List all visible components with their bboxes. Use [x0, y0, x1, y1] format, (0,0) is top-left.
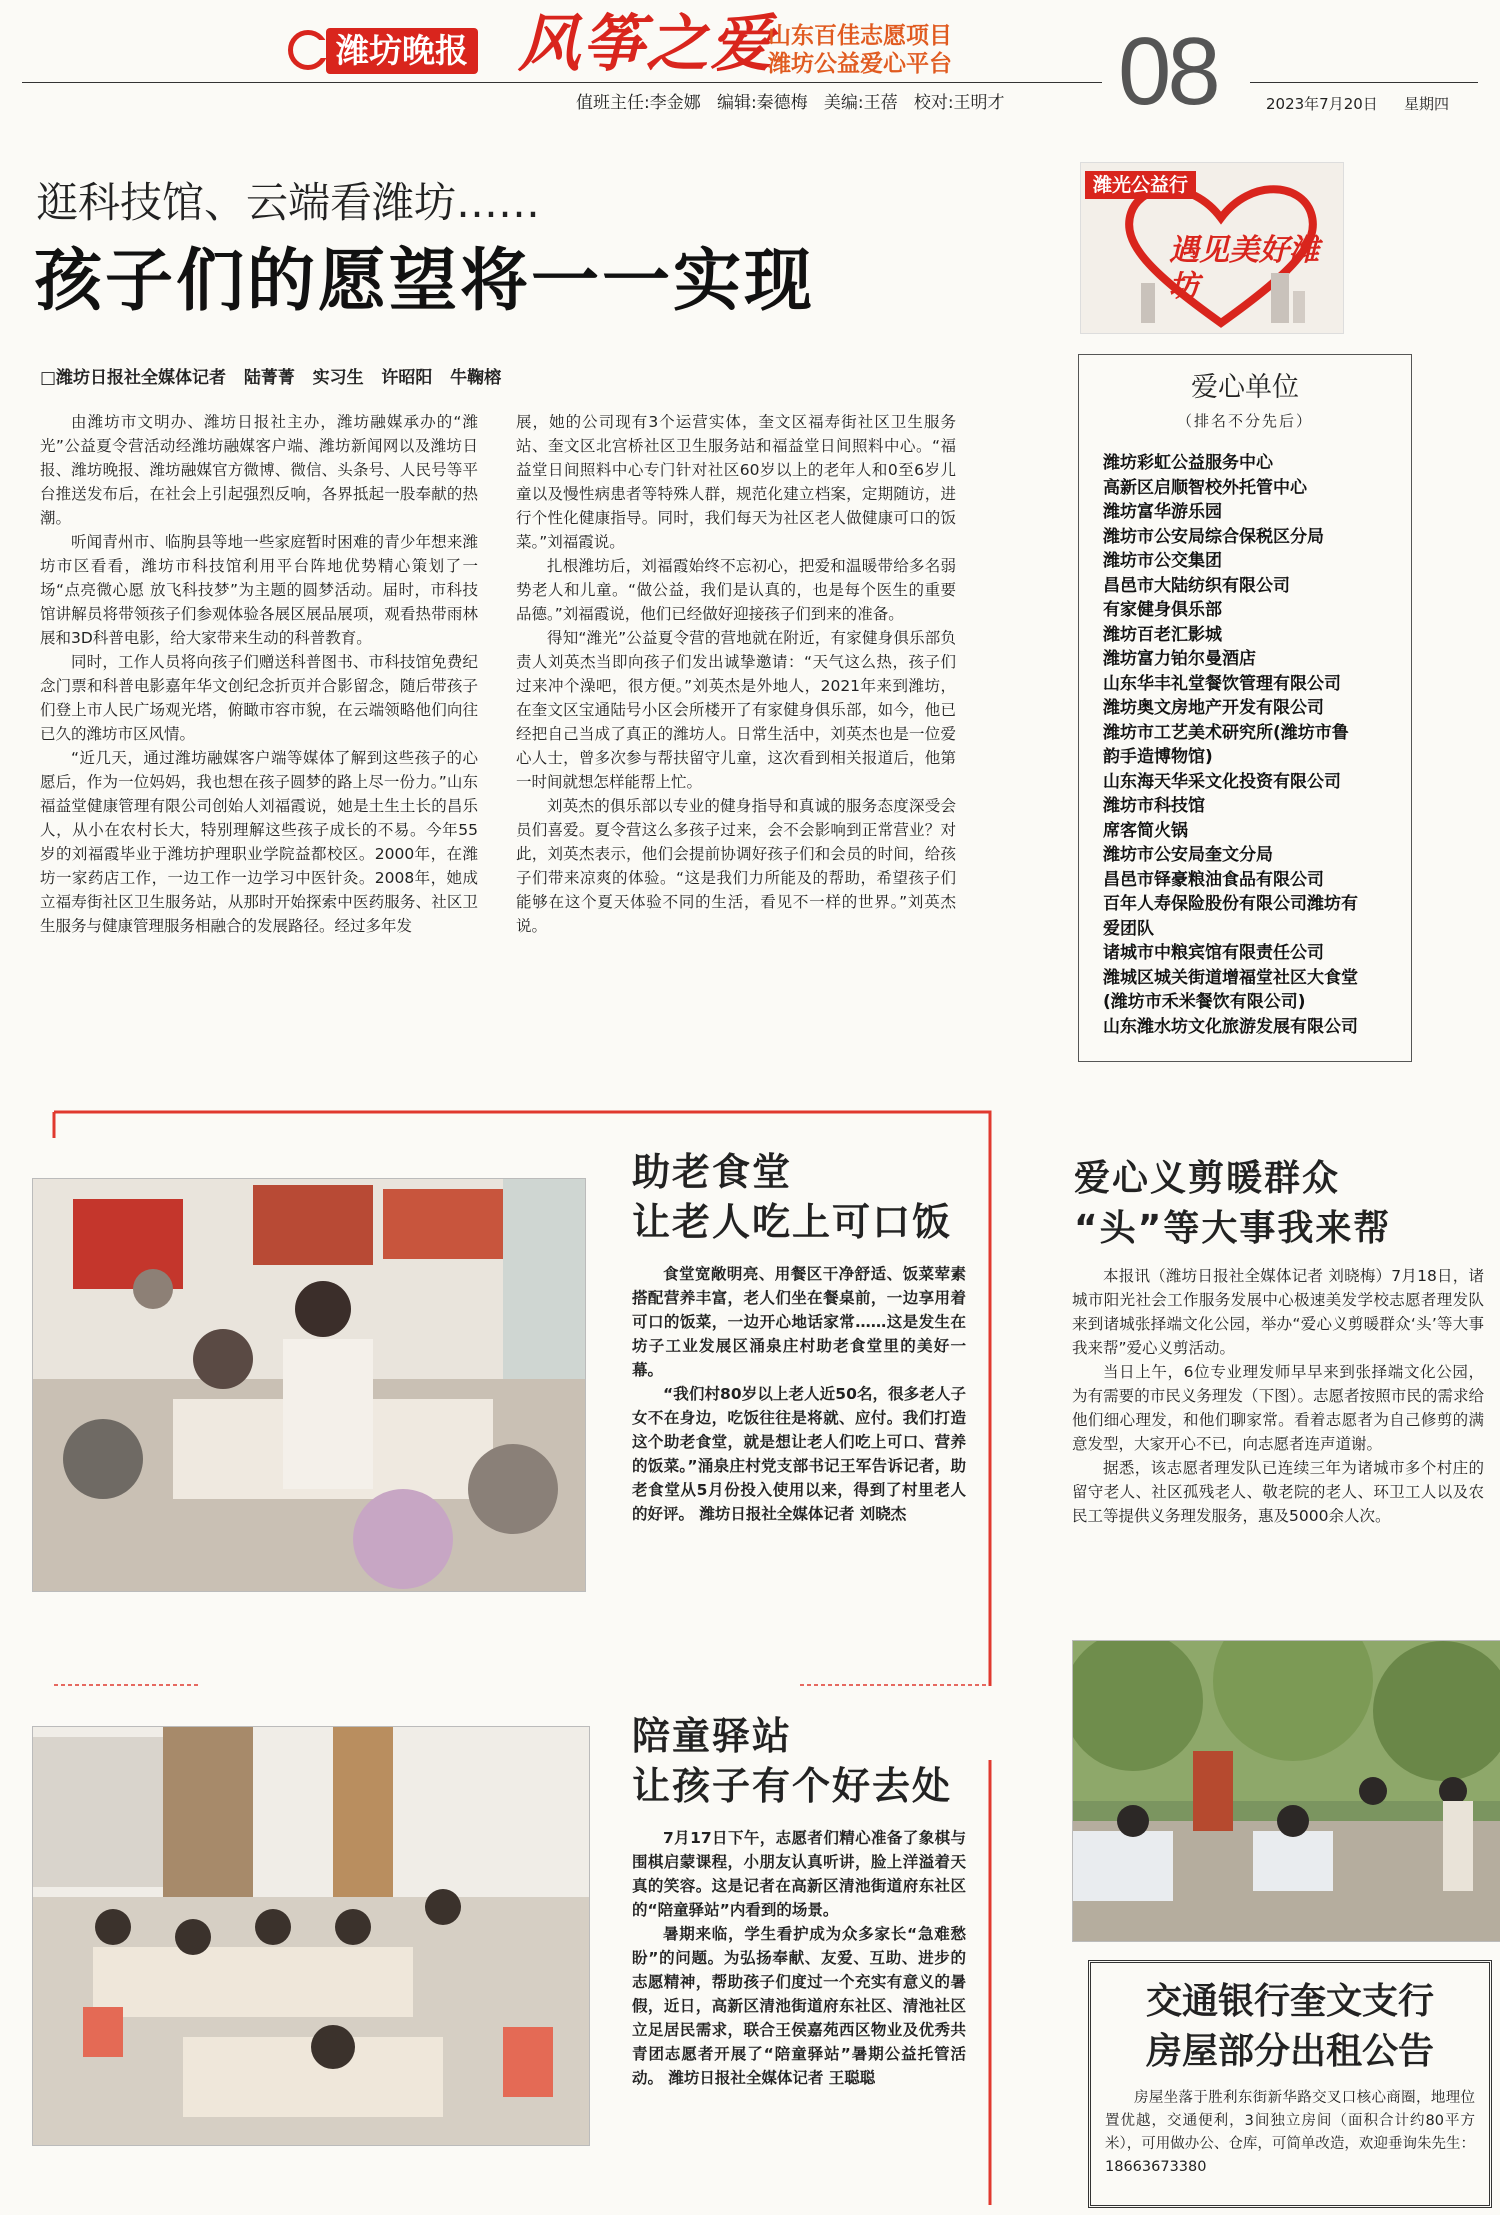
kids-article [632, 1826, 966, 2090]
project-line-2: 潍坊公益爱心平台 [768, 51, 952, 77]
weekday: 星期四 [1404, 95, 1450, 113]
donor-box-title: 爱心单位 [1191, 372, 1299, 403]
main-paragraph: 展，她的公司现有3个运营实体，奎文区福寿街社区卫生服务站、奎文区北宫桥社区卫生服务站和福益堂日间照料中心。“福益堂日间照料中心专门针对社区60岁以上的老年人和0至6岁儿童以及慢性病患者等特殊人群，规范化建立档案，定期随访，进行个性化健康指导。同时，我们每天为社区老人做健康可口的饭菜。”刘福霞说。 [516, 413, 956, 551]
haircut-photo [1072, 1640, 1500, 1942]
list-item: 诸城市中粮宾馆有限责任公司 [1103, 943, 1324, 963]
main-byline: □潍坊日报社全媒体记者 陆菁菁 实习生 许昭阳 牛鞠榕 [40, 368, 502, 388]
page-number: 08 [1118, 18, 1217, 125]
kids-photo [32, 1726, 590, 2146]
list-item: 昌邑市铎豪粮油食品有限公司 [1103, 869, 1324, 890]
staff-line: 值班主任:李金娜 编辑:秦德梅 美编:王蓓 校对:王明才 [576, 93, 1005, 113]
main-paragraph: 扎根潍坊后，刘福霞始终不忘初心，把爱和温暖带给多名弱势老人和儿童。“做公益，我们是认真的，也是每个医生的重要品德。”刘福霞说，他们已经做好迎接孩子们到来的准备。 [516, 557, 956, 623]
date: 2023年7月20日 [1266, 95, 1378, 113]
canteen-paragraph: 食堂宽敞明亮、用餐区干净舒适、饭菜荤素搭配营养丰富，老人们坐在餐桌前，一边享用着可口的饭菜，一边开心地话家常……这是发生在坊子工业发展区涌泉庄村助老食堂里的美好一幕。 [632, 1265, 966, 1379]
list-item: 有家健身俱乐部 [1103, 600, 1222, 620]
list-item: (潍坊市禾米餐饮有限公司) [1103, 992, 1306, 1012]
haircut-paragraph: 据悉，该志愿者理发队已连续三年为诸城市多个村庄的留守老人、社区孤残老人、敬老院的老人、环卫工人以及农民工等提供义务理发服务，惠及5000余人次。 [1072, 1459, 1484, 1525]
list-item: 昌邑市大陆纺织有限公司 [1103, 575, 1290, 596]
list-item: 潍坊奥文房地产开发有限公司 [1103, 698, 1324, 718]
kids-paragraph: 7月17日下午，志愿者们精心准备了象棋与围棋启蒙课程，小朋友认真听讲，脸上洋溢着天真的笑容。这是记者在高新区清池街道府东社区的“陪童驿站”内看到的场景。 [632, 1829, 966, 1919]
paper-name: 潍坊晚报 [326, 28, 478, 74]
main-kicker: 逛科技馆、云端看潍坊…… [36, 178, 541, 227]
main-paragraph: 得知“潍光”公益夏令营的营地就在附近，有家健身俱乐部负责人刘英杰当即向孩子们发出诚挚邀请：“天气这么热，孩子们过来冲个澡吧，很方便。”刘英杰是外地人，2021年来到潍坊，在奎文区宝通陆号小区会所楼开了有家健身俱乐部，如今，他已经把自己当成了真正的潍坊人。日常生活中，刘英杰也是一位爱心人士，曾多次参与帮扶留守儿童，这次看到相关报道后，他第一时间就想怎样能帮上忙。 [516, 629, 956, 791]
rental-notice [1088, 1960, 1492, 2208]
main-paragraph: 由潍坊市文明办、潍坊日报社主办，潍坊融媒承办的“潍光”公益夏令营活动经潍坊融媒客户端、潍坊新闻网以及潍坊日报、潍坊晚报、潍坊融媒官方微博、微信、头条号、人民号等平台推送发布后，在社会上引起强烈反响，各界抵起一股奉献的热潮。 [40, 413, 478, 527]
haircut-headline-1: 爱心义剪暖群众 [1074, 1158, 1341, 1199]
project-line-1: 山东百佳志愿项目 [768, 23, 952, 49]
list-item: 潍坊彩虹公益服务中心 [1103, 453, 1273, 473]
canteen-photo [32, 1178, 586, 1592]
kids-headline-1: 陪童驿站 [632, 1714, 793, 1758]
list-item: 潍坊市公交集团 [1103, 551, 1222, 571]
main-paragraph: 听闻青州市、临朐县等地一些家庭暂时困难的青少年想来潍坊市区看看，潍坊市科技馆利用平台阵地优势精心策划了一场“点亮微心愿 放飞科技梦”为主题的圆梦活动。届时，市科技馆讲解员将带领孩子们参观体验各展区展品展项，观看热带雨林展和3D科普电影，给大家带来生动的科普教育。 [40, 533, 478, 647]
canteen-headline-1: 助老食堂 [632, 1150, 793, 1194]
list-item: 韵手造博物馆) [1103, 747, 1213, 767]
canteen-headline-2: 让老人吃上可口饭 [632, 1200, 953, 1244]
canteen-paragraph: “我们村80岁以上老人近50名，很多老人子女不在身边，吃饭往往是将就、应付。我们打造这个助老食堂，就是想让老人们吃上可口、营养的饭菜。”涌泉庄村党支部书记王军告诉记者，助老食堂从5月份投入使用以来，得到了村里老人的好评。 潍坊日报社全媒体记者 刘晓杰 [632, 1385, 966, 1523]
list-item: 百年人寿保险股份有限公司潍坊有 [1103, 894, 1358, 914]
list-item: 潍坊百老汇影城 [1103, 624, 1222, 645]
logo-tag: 潍光公益行 [1085, 171, 1196, 199]
list-item: 潍城区城关街道增福堂社区大食堂 [1103, 967, 1358, 988]
canteen-article [632, 1262, 966, 1526]
column-title: 风筝之爱 [518, 7, 775, 80]
notice-title-1: 交通银行奎文支行 [1145, 1981, 1434, 2022]
kids-paragraph: 暑期来临，学生看护成为众多家长“急难愁盼”的问题。为弘扬奉献、友爱、互助、进步的志愿精神，帮助孩子们度过一个充实有意义的暑假，近日，高新区清池街道府东社区、清池社区立足居民需求，联合王侯嘉苑西区物业及优秀共青团志愿者开展了“陪童驿站”暑期公益托管活动。 潍坊日报社全媒体记者 王聪聪 [632, 1925, 966, 2087]
list-item: 潍坊富力铂尔曼酒店 [1103, 649, 1256, 669]
list-item: 潍坊市科技馆 [1103, 796, 1205, 816]
main-paragraph: 刘英杰的俱乐部以专业的健身指导和真诚的服务态度深受会员们喜爱。夏令营这么多孩子过来，会不会影响到正常营业？对此，刘英杰表示，他们会提前协调好孩子们和会员的时间，给孩子们带来凉爽的体验。“这是我们力所能及的帮助，希望孩子们能够在这个夏天体验不同的生活，看见不一样的世界。”刘英杰说。 [516, 797, 956, 935]
list-item: 潍坊富华游乐园 [1103, 502, 1222, 522]
list-item: 山东海天华采文化投资有限公司 [1103, 771, 1341, 792]
main-headline: 孩子们的愿望将一一实现 [34, 242, 816, 321]
list-item: 潍坊市公安局综合保税区分局 [1103, 526, 1324, 547]
logo-text: 遇见美好潍坊 [1169, 233, 1319, 304]
notice-body [1105, 2087, 1475, 2179]
kids-headline-2: 让孩子有个好去处 [632, 1764, 953, 1808]
list-item: 高新区启顺智校外托管中心 [1103, 477, 1307, 498]
list-item: 爱团队 [1103, 918, 1154, 939]
haircut-paragraph: 当日上午，6位专业理发师早早来到张择端文化公园，为有需要的市民义务理发（下图）。志愿者按照市民的需求给他们细心理发，和他们聊家常。看着志愿者为自己修剪的满意发型，大家开心不已，向志愿者连声道谢。 [1072, 1363, 1484, 1453]
list-item: 潍坊市公安局奎文分局 [1103, 845, 1273, 865]
list-item: 山东潍水坊文化旅游发展有限公司 [1103, 1016, 1358, 1037]
donor-box-subtitle: （排名不分先后） [1176, 412, 1313, 430]
haircut-headline-2: “头”等大事我来帮 [1074, 1208, 1392, 1249]
main-paragraph: “近几天，通过潍坊融媒客户端等媒体了解到这些孩子的心愿后，作为一位妈妈，我也想在孩子圆梦的路上尽一份力。”山东福益堂健康管理有限公司创始人刘福霞说，她是土生土长的昌乐人，从小在农村长大，特别理解这些孩子成长的不易。今年55岁的刘福霞毕业于潍坊护理职业学院益都校区。2000年，在潍坊一家药店工作，一边工作一边学习中医针灸。2008年，她成立福寿街社区卫生服务站，从那时开始探索中医药服务、社区卫生服务与健康管理服务相融合的发展路径。经过多年发 [40, 749, 478, 935]
list-item: 潍坊市工艺美术研究所(潍坊市鲁 [1103, 722, 1349, 743]
notice-paragraph: 房屋坐落于胜利东街新华路交叉口核心商圈，地理位置优越，交通便利，3间独立房间（面积合计约80平方米），可用做办公、仓库，可简单改造，欢迎垂询朱先生：18663673380 [1105, 2090, 1475, 2175]
list-item: 山东华丰礼堂餐饮管理有限公司 [1103, 673, 1341, 694]
main-paragraph: 同时，工作人员将向孩子们赠送科普图书、市科技馆免费纪念门票和科普电影嘉年华文创纪念折页并合影留念，随后带孩子们登上市人民广场观光塔，俯瞰市容市貌，在云端领略他们向往已久的潍坊市区风情。 [40, 653, 478, 743]
notice-title-2: 房屋部分出租公告 [1145, 2031, 1434, 2072]
haircut-article [1072, 1264, 1484, 1528]
list-item: 席客简火锅 [1103, 820, 1188, 841]
haircut-paragraph: 本报讯（潍坊日报社全媒体记者 刘晓梅）7月18日，诸城市阳光社会工作服务发展中心极速美发学校志愿者理发队来到诸城张择端文化公园，举办“爱心义剪暖群众‘头’等大事我来帮”爱心义剪活动。 [1072, 1267, 1484, 1357]
